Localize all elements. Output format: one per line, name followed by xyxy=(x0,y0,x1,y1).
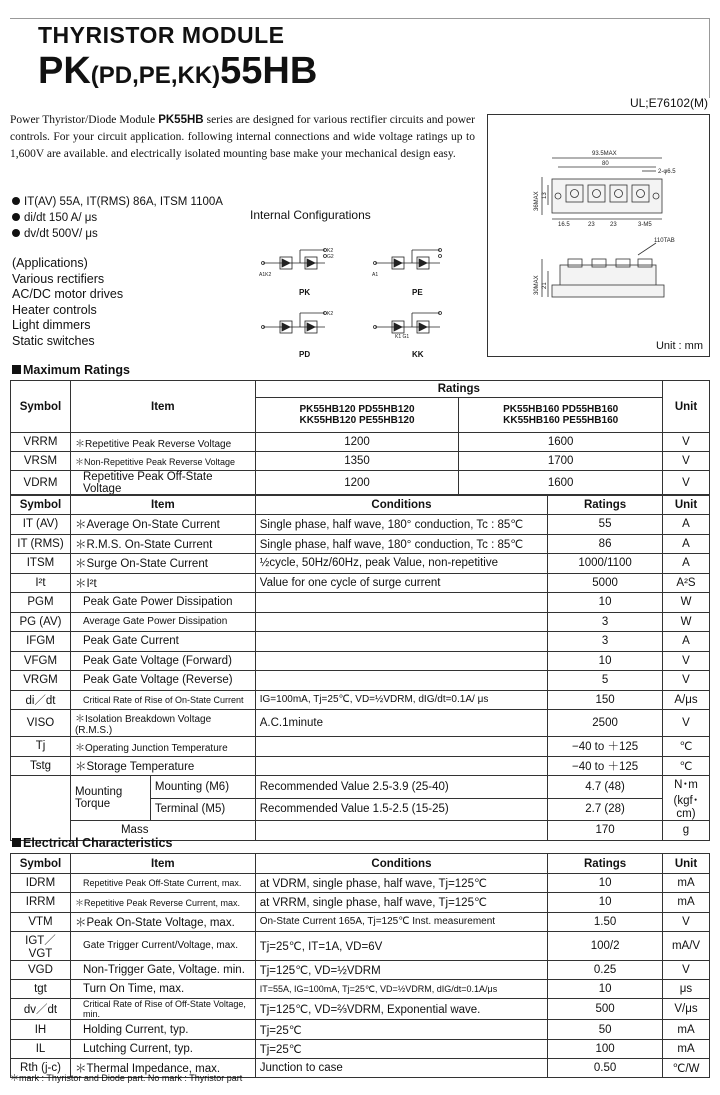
table-row xyxy=(11,1020,710,1039)
intro-paragraph xyxy=(10,112,475,163)
rating-cell: 1.50 xyxy=(548,912,663,931)
symbol-cell: IL xyxy=(11,1039,71,1058)
symbol-cell: I²t xyxy=(11,573,71,593)
feature-item xyxy=(12,194,223,210)
symbol-cell: VDRM xyxy=(11,471,71,496)
table-row xyxy=(11,737,710,757)
table-row xyxy=(11,776,710,799)
condition-cell: Tj=25℃ xyxy=(255,1039,547,1058)
feature-text: dv/dt 500V/ μs xyxy=(24,228,98,240)
torque-unit-line2: (kgf･cm) xyxy=(673,795,699,820)
symbol-cell: IT (AV) xyxy=(11,515,71,535)
symbol-cell: IT (RMS) xyxy=(11,534,71,554)
pk-g2-label: G2 xyxy=(327,254,334,260)
rating-cell: 1600 xyxy=(459,471,663,496)
condition-cell: Tj=125℃, VD=½VDRM xyxy=(255,960,547,979)
table-row xyxy=(11,960,710,979)
condition-cell: A.C.1minute xyxy=(255,710,547,737)
symbol-cell: VFGM xyxy=(11,651,71,671)
group-120-line1: PK55HB120 PD55HB120 xyxy=(299,404,415,415)
item-cell: ＊Peak On-State Voltage, max. xyxy=(70,912,255,931)
condition-cell: Tj=25℃, IT=1A, VD=6V xyxy=(255,931,547,960)
table-row xyxy=(11,710,710,737)
unit-cell: V xyxy=(663,671,710,691)
condition-cell: Tj=25℃ xyxy=(255,1020,547,1039)
unit-cell: V xyxy=(663,912,710,931)
item-cell: Repetitive Peak Off-State Voltage xyxy=(70,471,255,496)
col-item: Item xyxy=(70,381,255,433)
unit-cell: mA xyxy=(663,893,710,912)
rating-cell: 55 xyxy=(548,515,663,535)
application-item: Various rectifiers xyxy=(12,271,105,286)
mounting-label-line2: Torque xyxy=(74,798,111,810)
rating-cell: 1200 xyxy=(255,433,459,452)
symbol-cell: PG (AV) xyxy=(11,612,71,632)
item-cell: Average Gate Power Dissipation xyxy=(70,612,255,632)
dim-110tab: 110TAB xyxy=(654,238,675,244)
symbol-cell: VGD xyxy=(11,960,71,979)
dim-23b: 23 xyxy=(610,222,617,228)
col-conditions: Conditions xyxy=(255,854,547,874)
condition-cell: Single phase, half wave, 180° conduction, Tc : 85℃ xyxy=(255,534,547,554)
pk-pin-label: A1K2 xyxy=(259,272,272,278)
intro-series: PK55HB xyxy=(158,114,204,126)
feature-text: di/dt 150 A/ μs xyxy=(24,212,98,224)
electrical-title xyxy=(12,836,172,850)
rating-cell: 10 xyxy=(548,593,663,613)
pe-circuit-diagram xyxy=(374,249,442,270)
table-row xyxy=(11,651,710,671)
rating-cell: 10 xyxy=(548,874,663,893)
feature-item xyxy=(12,226,223,242)
item-cell: Peak Gate Voltage (Reverse) xyxy=(70,671,255,691)
dim-36max: 36MAX xyxy=(534,191,540,211)
condition-cell xyxy=(255,756,547,776)
internal-config-diagrams xyxy=(255,245,470,365)
rating-cell: 10 xyxy=(548,980,663,999)
item-cell: ＊Operating Junction Temperature xyxy=(70,737,255,757)
rating-group-120 xyxy=(255,398,459,433)
unit-cell: V xyxy=(663,710,710,737)
pk-k2-label: K2 xyxy=(327,248,334,254)
table-row xyxy=(11,471,710,496)
dimension-unit: Unit : mm xyxy=(655,340,703,352)
unit-cell: A xyxy=(663,534,710,554)
application-item: AC/DC motor drives xyxy=(12,287,124,301)
item-cell: Repetitive Peak Off-State Current, max. xyxy=(70,874,255,893)
item-cell: Critical Rate of Rise of On-State Current xyxy=(70,690,255,710)
table-row xyxy=(11,999,710,1020)
rating-cell: 170 xyxy=(548,821,663,841)
rating-cell: 1600 xyxy=(459,433,663,452)
rating-cell: 10 xyxy=(548,651,663,671)
symbol-cell: IDRM xyxy=(11,874,71,893)
item-cell: Non-Trigger Gate, Voltage. min. xyxy=(70,960,255,979)
unit-cell: ℃/W xyxy=(663,1059,710,1078)
dim-23a: 23 xyxy=(588,222,595,228)
unit-cell: V xyxy=(663,960,710,979)
col-unit: Unit xyxy=(663,854,710,874)
item-cell: ＊I²t xyxy=(70,573,255,593)
application-item: Heater controls xyxy=(12,302,97,317)
col-symbol: Symbol xyxy=(11,854,71,874)
condition-cell: Recommended Value 1.5-2.5 (15-25) xyxy=(255,798,547,821)
table-row xyxy=(11,554,710,574)
pd-label: PD xyxy=(299,350,311,359)
rating-cell: 5000 xyxy=(548,573,663,593)
col-item: Item xyxy=(70,854,255,874)
mounting-torque-label xyxy=(70,776,150,821)
pe-label: PE xyxy=(412,288,423,297)
kk-g1-label: K1 G1 xyxy=(395,334,410,340)
electrical-table xyxy=(10,853,710,1078)
symbol-cell: VRGM xyxy=(11,671,71,691)
condition-cell: IG=100mA, Tj=25℃, VD=½VDRM, dIG/dt=0.1A/ μs xyxy=(255,690,547,710)
rating-cell: 150 xyxy=(548,690,663,710)
footnote: ＊mark : Thyristor and Diode part. No mark : Thyristor part xyxy=(10,1073,243,1083)
rating-cell: 100 xyxy=(548,1039,663,1058)
unit-cell: V xyxy=(663,471,710,496)
rating-cell: 1350 xyxy=(255,452,459,471)
item-cell: ＊Non-Repetitive Peak Reverse Voltage xyxy=(70,452,255,471)
rating-cell: 100/2 xyxy=(548,931,663,960)
rating-cell: 50 xyxy=(548,1020,663,1039)
rating-cell: 1000/1100 xyxy=(548,554,663,574)
unit-cell: mA xyxy=(663,1020,710,1039)
condition-cell xyxy=(255,612,547,632)
symbol-cell: Tstg xyxy=(11,756,71,776)
dim-m5: 3-M5 xyxy=(638,222,652,228)
col-conditions: Conditions xyxy=(255,495,547,515)
item-cell: ＊Thermal Impedance, max. xyxy=(70,1059,255,1078)
bullet-icon xyxy=(12,229,20,237)
section-square-icon xyxy=(12,365,21,374)
rating-group-160 xyxy=(459,398,663,433)
ul-certification: UL;E76102(M) xyxy=(629,96,708,110)
page-title: THYRISTOR MODULE xyxy=(38,22,285,48)
col-symbol: Symbol xyxy=(11,381,71,433)
item-cell: Peak Gate Power Dissipation xyxy=(70,593,255,613)
item-cell: Critical Rate of Rise of Off-State Voltage, min. xyxy=(70,999,255,1020)
table-row xyxy=(11,612,710,632)
condition-cell xyxy=(255,651,547,671)
item-cell: Terminal (M5) xyxy=(150,798,255,821)
item-cell: Mass xyxy=(70,821,255,841)
dim-16-5: 16.5 xyxy=(558,222,570,228)
symbol-cell: VISO xyxy=(11,710,71,737)
col-ratings: Ratings xyxy=(548,854,663,874)
rating-cell: 3 xyxy=(548,632,663,652)
condition-cell: On-State Current 165A, Tj=125℃ Inst. measurement xyxy=(255,912,547,931)
table-row xyxy=(11,433,710,452)
table-row xyxy=(11,632,710,652)
table-row xyxy=(11,1039,710,1058)
item-cell: Peak Gate Current xyxy=(70,632,255,652)
unit-cell: mA xyxy=(663,1039,710,1058)
application-item: Static switches xyxy=(12,333,95,348)
kk-label: KK xyxy=(412,350,424,359)
table-row xyxy=(11,912,710,931)
unit-cell: A xyxy=(663,554,710,574)
rating-cell: 500 xyxy=(548,999,663,1020)
unit-cell: A xyxy=(663,515,710,535)
unit-cell: V xyxy=(663,651,710,671)
table-row xyxy=(11,671,710,691)
table-row xyxy=(11,756,710,776)
electrical-title-text: Electrical Characteristics xyxy=(23,836,173,850)
symbol-cell: di／dt xyxy=(11,690,71,710)
table-row xyxy=(11,593,710,613)
pk-label: PK xyxy=(299,288,311,297)
item-cell: Lutching Current, typ. xyxy=(70,1039,255,1058)
max-ratings-title-text: Maximum Ratings xyxy=(23,363,130,377)
item-cell: Holding Current, typ. xyxy=(70,1020,255,1039)
condition-cell xyxy=(255,632,547,652)
item-cell: ＊Repetitive Peak Reverse Voltage xyxy=(70,433,255,452)
item-cell: Turn On Time, max. xyxy=(70,980,255,999)
item-cell: Gate Trigger Current/Voltage, max. xyxy=(70,931,255,960)
unit-cell: μs xyxy=(663,980,710,999)
symbol-cell: VRRM xyxy=(11,433,71,452)
condition-cell: at VDRM, single phase, half wave, Tj=125℃ xyxy=(255,874,547,893)
col-unit: Unit xyxy=(663,381,710,433)
applications-title: (Applications) xyxy=(12,256,88,270)
rating-cell: 4.7 (48) xyxy=(548,776,663,799)
unit-cell: A²S xyxy=(663,573,710,593)
table-row xyxy=(11,893,710,912)
symbol-cell: VTM xyxy=(11,912,71,931)
col-symbol: Symbol xyxy=(11,495,71,515)
condition-cell: Junction to case xyxy=(255,1059,547,1078)
kk-circuit-diagram xyxy=(374,312,442,334)
rating-cell: 0.50 xyxy=(548,1059,663,1078)
dimension-drawing xyxy=(488,115,709,356)
symbol-cell: IH xyxy=(11,1020,71,1039)
unit-cell: mA/V xyxy=(663,931,710,960)
bullet-icon xyxy=(12,197,20,205)
symbol-cell: tgt xyxy=(11,980,71,999)
condition-cell: Single phase, half wave, 180° conduction, Tc : 85℃ xyxy=(255,515,547,535)
condition-cell: IT=55A, IG=100mA, Tj=25℃, VD=½VDRM, dIG/dt=0.1A/μs xyxy=(255,980,547,999)
pd-k2-label: K2 xyxy=(327,311,334,317)
applications-list xyxy=(12,256,123,349)
rating-cell: 3 xyxy=(548,612,663,632)
unit-cell: V xyxy=(663,433,710,452)
condition-cell xyxy=(255,671,547,691)
unit-cell: mA xyxy=(663,874,710,893)
condition-cell: ½cycle, 50Hz/60Hz, peak Value, non-repetitive xyxy=(255,554,547,574)
table-row xyxy=(11,534,710,554)
unit-cell: V xyxy=(663,452,710,471)
part-number-heading xyxy=(38,50,317,93)
col-ratings: Ratings xyxy=(255,381,662,398)
empty-symbol-cell xyxy=(11,776,71,821)
rating-cell: 2.7 (28) xyxy=(548,798,663,821)
feature-item xyxy=(12,210,223,226)
feature-text: IT(AV) 55A, IT(RMS) 86A, ITSM 1100A xyxy=(24,196,223,208)
torque-unit-cell xyxy=(663,776,710,821)
table-row xyxy=(11,690,710,710)
table-row xyxy=(11,452,710,471)
rating-cell: 86 xyxy=(548,534,663,554)
intro-body: series are designed for various rectifier circuits and power controls. For your circuit application. following internal connections and wide voltage ratings up to 1,600V are available. and electrically isolated mounting base make your mechanical design easy. xyxy=(10,114,475,160)
dimension-drawing-frame xyxy=(487,114,710,357)
symbol-cell: dv／dt xyxy=(11,999,71,1020)
torque-unit-line1: N･m xyxy=(674,779,698,791)
rating-cell: 1700 xyxy=(459,452,663,471)
rating-cell: 10 xyxy=(548,893,663,912)
item-cell: ＊R.M.S. On-State Current xyxy=(70,534,255,554)
max-ratings-title xyxy=(12,363,130,377)
feature-list xyxy=(12,194,223,242)
intro-prefix: Power Thyristor/Diode Module xyxy=(10,114,159,126)
condition-cell: Tj=125℃, VD=⅔VDRM, Exponential wave. xyxy=(255,999,547,1020)
col-item: Item xyxy=(70,495,255,515)
dim-21: 21 xyxy=(542,282,548,289)
part-main: PK xyxy=(38,50,91,92)
part-number: 55HB xyxy=(220,50,318,92)
symbol-cell: VRSM xyxy=(11,452,71,471)
mounting-label-line1: Mounting xyxy=(74,786,123,798)
group-160-line1: PK55HB160 PD55HB160 xyxy=(503,404,619,415)
table-row xyxy=(11,980,710,999)
unit-cell: A xyxy=(663,632,710,652)
symbol-cell: ITSM xyxy=(11,554,71,574)
condition-cell xyxy=(255,737,547,757)
dim-93-5max: 93.5MAX xyxy=(592,151,617,157)
item-cell: ＊Storage Temperature xyxy=(70,756,255,776)
internal-config-title: Internal Configurations xyxy=(250,208,371,222)
max-ratings-table xyxy=(10,494,710,841)
part-variants: (PD,PE,KK) xyxy=(90,62,221,89)
symbol-cell: PGM xyxy=(11,593,71,613)
table-row xyxy=(11,874,710,893)
rating-cell: −40 to ＋125 xyxy=(548,756,663,776)
table-row xyxy=(11,515,710,535)
pk-circuit-diagram xyxy=(262,249,327,270)
unit-cell: A/μs xyxy=(663,690,710,710)
symbol-cell: Tj xyxy=(11,737,71,757)
table-row xyxy=(11,931,710,960)
item-cell: Peak Gate Voltage (Forward) xyxy=(70,651,255,671)
unit-cell: ℃ xyxy=(663,737,710,757)
group-120-line2: KK55HB120 PE55HB120 xyxy=(299,415,415,426)
condition-cell: at VRRM, single phase, half wave, Tj=125℃ xyxy=(255,893,547,912)
item-cell: ＊Surge On-State Current xyxy=(70,554,255,574)
symbol-cell: IRRM xyxy=(11,893,71,912)
col-unit: Unit xyxy=(663,495,710,515)
group-160-line2: KK55HB160 PE55HB160 xyxy=(503,415,619,426)
dim-13: 13 xyxy=(542,192,548,199)
symbol-cell: IFGM xyxy=(11,632,71,652)
item-cell: Mounting (M6) xyxy=(150,776,255,799)
application-item: Light dimmers xyxy=(12,318,91,332)
table-row xyxy=(11,573,710,593)
item-cell: ＊Repetitive Peak Reverse Current, max. xyxy=(70,893,255,912)
rating-cell: −40 to ＋125 xyxy=(548,737,663,757)
condition-cell: Value for one cycle of surge current xyxy=(255,573,547,593)
unit-cell: ℃ xyxy=(663,756,710,776)
unit-cell: W xyxy=(663,593,710,613)
pd-circuit-diagram xyxy=(262,312,327,334)
item-cell: ＊Isolation Breakdown Voltage (R.M.S.) xyxy=(70,710,255,737)
dim-80: 80 xyxy=(602,161,609,167)
item-cell: ＊Average On-State Current xyxy=(70,515,255,535)
rating-cell: 1200 xyxy=(255,471,459,496)
unit-cell: V/μs xyxy=(663,999,710,1020)
condition-cell xyxy=(255,821,547,841)
col-ratings: Ratings xyxy=(548,495,663,515)
bullet-icon xyxy=(12,213,20,221)
symbol-cell: Rth (j-c) xyxy=(11,1059,71,1078)
dim-hole: 2-φ6.5 xyxy=(658,169,676,175)
condition-cell: Recommended Value 2.5-3.9 (25-40) xyxy=(255,776,547,799)
rating-cell: 0.25 xyxy=(548,960,663,979)
unit-cell: g xyxy=(663,821,710,841)
unit-cell: W xyxy=(663,612,710,632)
rating-cell: 2500 xyxy=(548,710,663,737)
voltage-ratings-table xyxy=(10,380,710,496)
section-square-icon xyxy=(12,838,21,847)
pe-pin-label: A1 xyxy=(372,272,379,278)
condition-cell xyxy=(255,593,547,613)
rating-cell: 5 xyxy=(548,671,663,691)
dim-30max: 30MAX xyxy=(534,275,540,295)
symbol-cell: IGT／VGT xyxy=(11,931,71,960)
